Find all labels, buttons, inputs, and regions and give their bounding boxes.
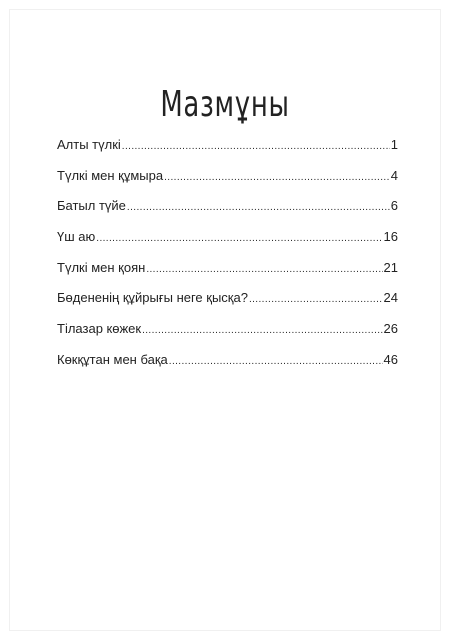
- toc-dot-leader: [249, 294, 383, 305]
- toc-entry-title: Түлкі мен қоян: [57, 259, 146, 275]
- toc-entry-page: 4: [390, 167, 398, 183]
- toc-entry-title: Көкқұтан мен бақа: [57, 351, 168, 367]
- toc-entry-page: 16: [383, 229, 398, 245]
- toc-entry: [57, 198, 398, 229]
- toc-dot-leader: [142, 325, 382, 336]
- toc-dot-leader: [169, 356, 383, 367]
- toc-entry-title: Алты түлкі: [57, 137, 121, 152]
- toc-entry-page: 21: [383, 259, 398, 275]
- toc-entry: [57, 137, 398, 168]
- table-of-contents: [57, 137, 398, 383]
- toc-entry: [57, 229, 398, 260]
- toc-entry-page: 1: [390, 137, 398, 152]
- toc-entry: [57, 352, 398, 383]
- toc-entry-title: Тілазар көжек: [57, 321, 142, 337]
- toc-dot-leader: [127, 202, 390, 213]
- toc-entry-title: Батыл түйе: [57, 198, 126, 214]
- toc-entry-page: 6: [390, 198, 398, 214]
- toc-dot-leader: [164, 172, 390, 183]
- toc-dot-leader: [146, 264, 382, 275]
- toc-entry-page: 24: [383, 290, 398, 306]
- toc-entry-title: Түлкі мен құмыра: [57, 167, 164, 183]
- toc-dot-leader: [122, 141, 390, 152]
- toc-entry: [57, 321, 398, 352]
- toc-dot-leader: [96, 233, 382, 244]
- page-title: Мазмұны: [160, 84, 290, 126]
- toc-entry-page: 46: [383, 351, 398, 367]
- toc-entry: [57, 290, 398, 321]
- toc-entry: [57, 168, 398, 199]
- toc-entry-page: 26: [383, 321, 398, 337]
- toc-entry-title: Үш аю: [57, 229, 96, 245]
- toc-entry: [57, 260, 398, 291]
- toc-entry-title: Бөдененің құйрығы неге қысқа?: [57, 290, 248, 306]
